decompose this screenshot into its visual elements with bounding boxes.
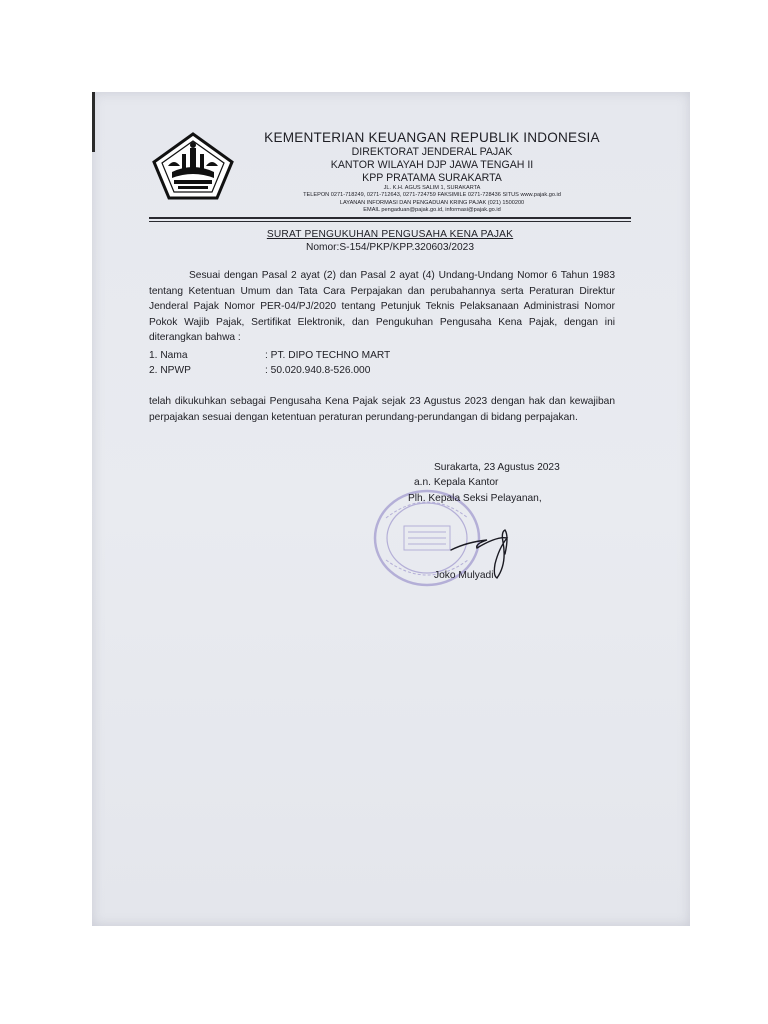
field-row-name xyxy=(149,349,390,363)
document-title: SURAT PENGUKUHAN PENGUSAHA KENA PAJAK xyxy=(266,229,514,240)
signature-on-behalf: a.n. Kepala Kantor xyxy=(414,477,499,489)
office-service-line: LAYANAN INFORMASI DAN PENGADUAN KRING PAJAK (021) 1500200 xyxy=(339,199,525,206)
signature-acting-title: Plh. Kepala Seksi Pelayanan, xyxy=(408,492,542,504)
field-label: 1. Nama xyxy=(149,350,188,361)
letterhead-divider-thick xyxy=(149,217,631,219)
office-phone: TELEPON 0271-718249, 0271-712643, 0271-724759 FAKSIMILE 0271-728436 SITUS www.pajak.go.id xyxy=(303,192,561,199)
field-value: : PT. DIPO TECHNO MART xyxy=(265,350,391,361)
tax-office-name: KPP PRATAMA SURAKARTA xyxy=(362,172,502,184)
letterhead xyxy=(242,130,622,215)
opening-paragraph: Sesuai dengan Pasal 2 ayat (2) dan Pasal 2 ayat (4) Undang-Undang Nomor 6 Tahun 1983 tentang Ketentuan Umum dan Tata Cara Perpajakan dan perubahannya serta Peraturan Direktur Jenderal Pajak Nomor PER-04/PJ/2020 tentang Petunjuk Teknis Pelaksanaan Administrasi Nomor Pokok Wajib Pajak, Sertifikat Elektronik, dan Pengukuhan Pengusaha Kena Pajak, dengan ini diterangkan bahwa : xyxy=(149,270,615,344)
signature-block xyxy=(408,460,634,506)
office-address: JL. K.H. AGUS SALIM 1, SURAKARTA xyxy=(383,185,481,191)
document-paper xyxy=(92,92,690,926)
letterhead-divider-thin xyxy=(149,221,631,222)
signer-name: Joko Mulyadi xyxy=(434,570,494,581)
ministry-name: KEMENTERIAN KEUANGAN REPUBLIK INDONESIA xyxy=(264,130,600,145)
document-number: Nomor:S-154/PKP/KPP.320603/2023 xyxy=(305,242,475,253)
closing-paragraph: telah dikukuhkan sebagai Pengusaha Kena Pajak sejak 23 Agustus 2023 dengan hak dan kewajiban perpajakan sesuai dengan ketentuan peraturan perundang-perundangan di bidang perpajakan. xyxy=(149,396,615,423)
paper-edge-shadow xyxy=(92,92,95,152)
field-value: : 50.020.940.8-526.000 xyxy=(265,365,371,376)
office-email: EMAIL pengaduan@pajak.go.id, informasi@pajak.go.id xyxy=(363,207,501,214)
regional-office-name: KANTOR WILAYAH DJP JAWA TENGAH II xyxy=(330,159,534,171)
directorate-name: DIREKTORAT JENDERAL PAJAK xyxy=(351,146,513,158)
field-label: 2. NPWP xyxy=(149,365,191,376)
ministry-of-finance-emblem-icon xyxy=(152,132,234,200)
document-title-block xyxy=(149,228,631,254)
field-row-npwp xyxy=(149,364,370,378)
signature-place-date: Surakarta, 23 Agustus 2023 xyxy=(434,462,560,473)
